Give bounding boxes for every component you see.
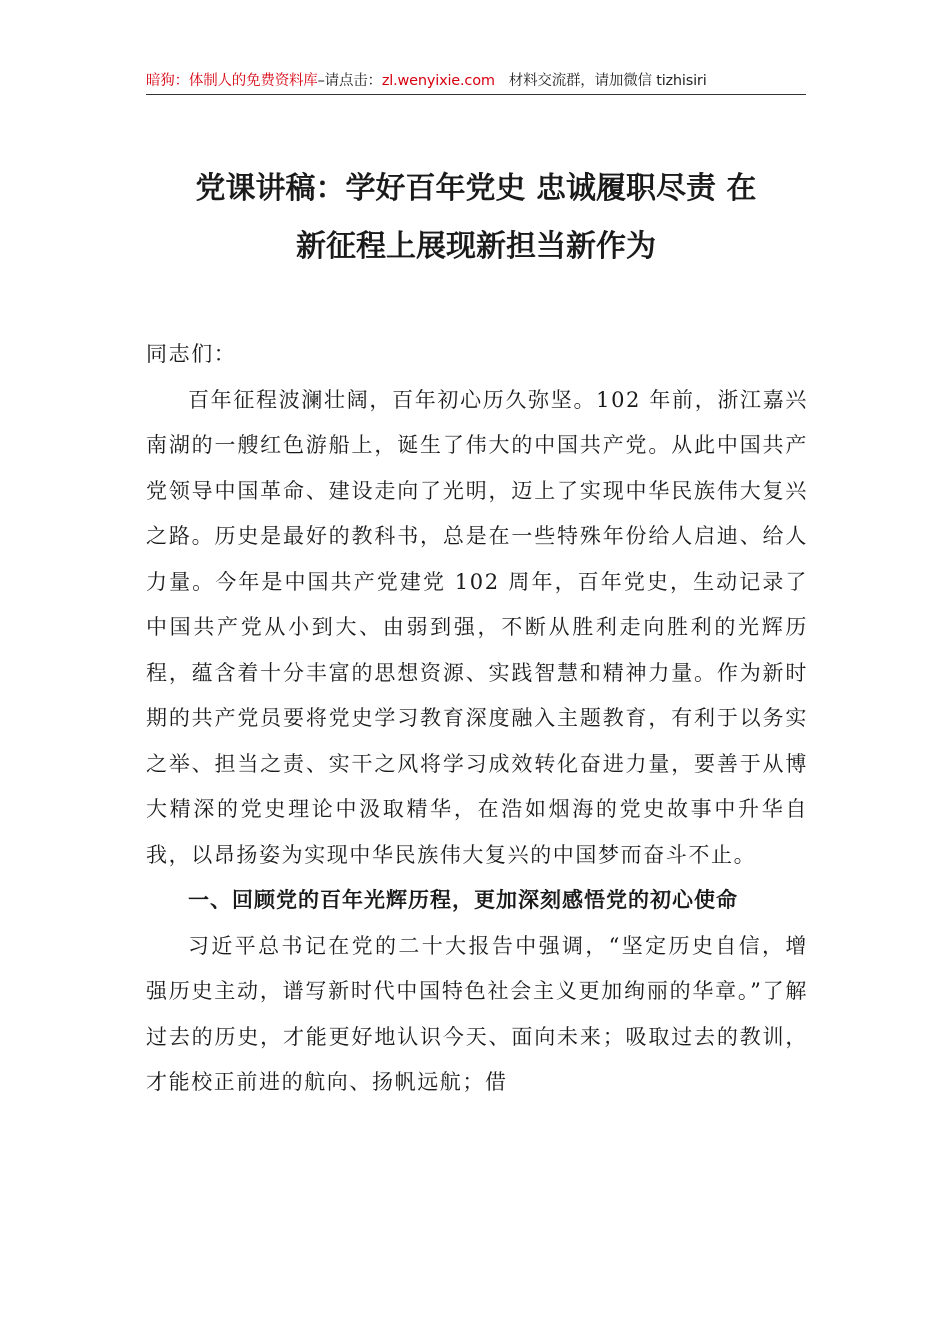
click-prompt: –请点击： xyxy=(317,73,382,89)
section-heading-1: 一、回顾党的百年光辉历程，更加深刻感悟党的初心使命 xyxy=(188,888,738,912)
title-line-2: 新征程上展现新担当新作为 xyxy=(296,229,656,264)
wechat-contact: 材料交流群，请加微信 tizhisiri xyxy=(508,73,707,89)
paragraph-section-1: 习近平总书记在党的二十大报告中强调，“坚定历史自信，增强历史主动，谱写新时代中国特色社会主义更加绚丽的华章。”了解过去的历史，才能更好地认识今天、面向未来；吸取过去的教训，才能校正前进的航向、扬帆远航；借 xyxy=(146,933,808,1094)
paragraph-intro: 百年征程波澜壮阔，百年初心历久弥坚。102 年前，浙江嘉兴南湖的一艘红色游船上，诞生了伟大的中国共产党。从此中国共产党领导中国革命、建设走向了光明，迈上了实现中华民族伟大复兴之路。历史是最好的教科书，总是在一些特殊年份给人启迪、给人力量。今年是中国共产党建党 102 周年，百年党史，生动记录了中国共产党从小到大、由弱到强，不断从胜利走向胜利的光辉历程，蕴含着十分丰富的思想资源、实践智慧和精神力量。作为新时期的共产党员要将党史学习教育深度融入主题教育，有利于以务实之举、担当之责、实干之风将学习成效转化奋进力量，要善于从博大精深的党史理论中汲取精华，在浩如烟海的党史故事中升华自我，以昂扬姿为实现中华民族伟大复兴的中国梦而奋斗不止。 xyxy=(146,387,808,867)
site-link[interactable]: zl.wenyixie.com xyxy=(381,73,495,89)
title-line-1: 党课讲稿：学好百年党史 忠诚履职尽责 在 xyxy=(195,171,757,206)
document-title xyxy=(146,160,806,276)
document-body xyxy=(146,332,808,1106)
page-header xyxy=(146,68,806,95)
promo-text: 暗狗：体制人的免费资料库 xyxy=(146,73,318,89)
salutation: 同志们： xyxy=(146,342,237,366)
